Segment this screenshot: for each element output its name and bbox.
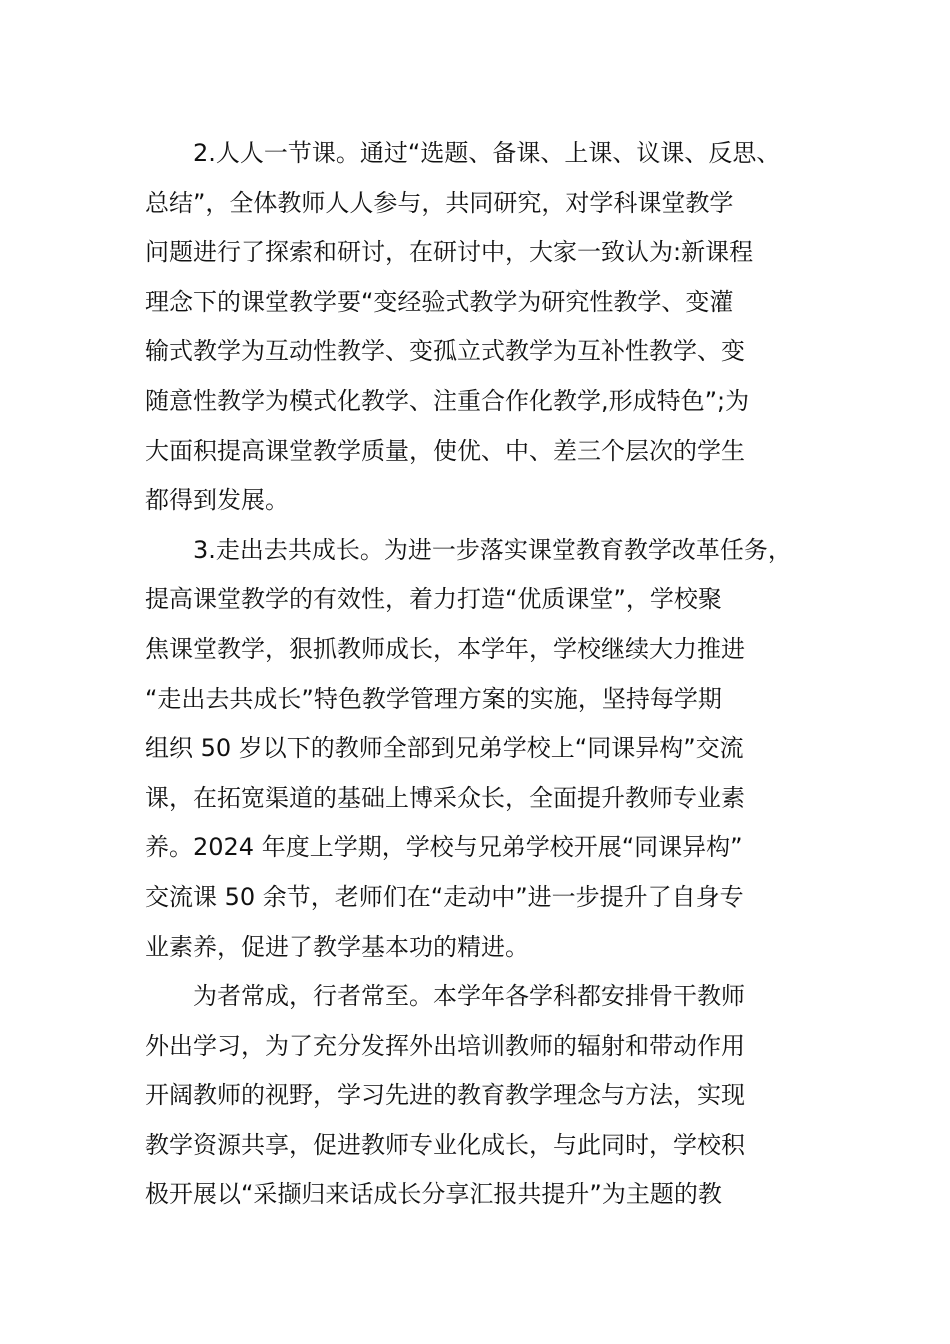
paragraph-line: 大面积提高课堂教学质量，使优、中、差三个层次的学生 — [145, 436, 745, 465]
paragraph-external-learning — [145, 972, 825, 1220]
paragraph-line: 极开展以“采撷归来话成长分享汇报共提升”为主题的教 — [145, 1180, 722, 1209]
paragraph-line: 问题进行了探索和研讨，在研讨中，大家一致认为:新课程 — [145, 238, 754, 267]
paragraph-go-out-grow — [145, 526, 825, 972]
paragraph-peer-lessons — [145, 129, 825, 526]
paragraph-line: 业素养，促进了教学基本功的精进。 — [145, 932, 529, 961]
paragraph-line: 开阔教师的视野，学习先进的教育教学理念与方法，实现 — [145, 1081, 745, 1110]
paragraph-line: 焦课堂教学，狠抓教师成长，本学年，学校继续大力推进 — [145, 634, 745, 663]
document-body — [145, 129, 825, 1220]
paragraph-line: 为者常成，行者常至。本学年各学科都安排骨干教师 — [193, 982, 745, 1011]
paragraph-line: 养。2024 年度上学期，学校与兄弟学校开展“同课异构” — [145, 833, 743, 862]
paragraph-line: 都得到发展。 — [145, 486, 289, 515]
paragraph-line: 随意性教学为模式化教学、注重合作化教学,形成特色”;为 — [145, 386, 750, 415]
paragraph-line: 2.人人一节课。通过“选题、备课、上课、议课、反思、 — [193, 139, 781, 167]
paragraph-line: 外出学习，为了充分发挥外出培训教师的辐射和带动作用 — [145, 1031, 745, 1060]
paragraph-line: 课，在拓宽渠道的基础上博采众长，全面提升教师专业素 — [145, 783, 745, 812]
paragraph-line: 输式教学为互动性教学、变孤立式教学为互补性教学、变 — [145, 337, 745, 366]
paragraph-line: 教学资源共享，促进教师专业化成长，与此同时，学校积 — [145, 1130, 745, 1159]
paragraph-line: 组织 50 岁以下的教师全部到兄弟学校上“同课异构”交流 — [145, 734, 744, 763]
paragraph-line: 理念下的课堂教学要“变经验式教学为研究性教学、变灌 — [145, 287, 734, 316]
paragraph-line: 提高课堂教学的有效性，着力打造“优质课堂”，学校聚 — [145, 585, 722, 614]
paragraph-line: “走出去共成长”特色教学管理方案的实施，坚持每学期 — [145, 684, 722, 713]
paragraph-line: 总结”，全体教师人人参与，共同研究，对学科课堂教学 — [145, 188, 734, 217]
paragraph-line: 3.走出去共成长。为进一步落实课堂教育教学改革任务， — [193, 535, 792, 564]
paragraph-line: 交流课 50 余节，老师们在“走动中”进一步提升了自身专 — [145, 882, 744, 911]
